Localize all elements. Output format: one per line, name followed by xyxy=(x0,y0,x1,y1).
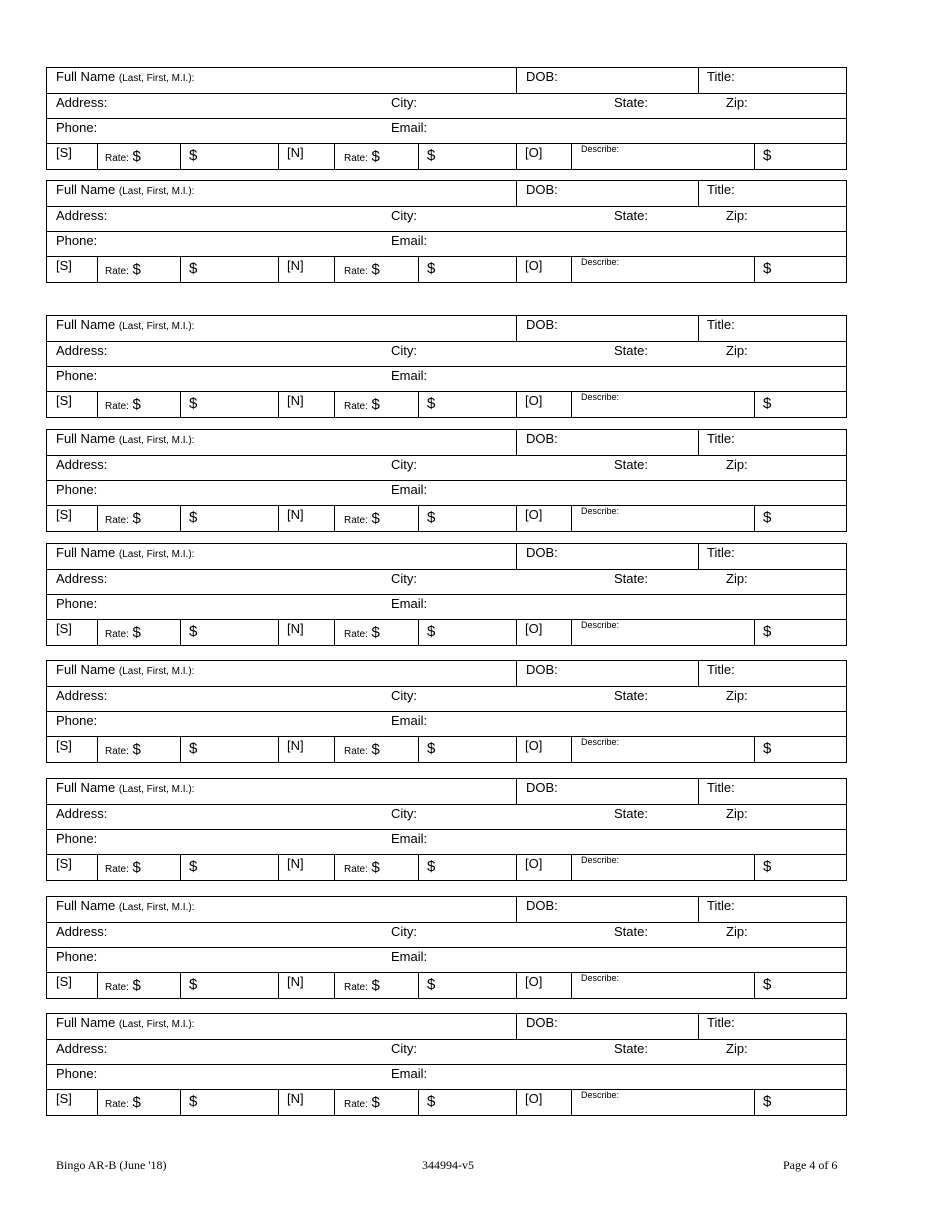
zip-label: Zip: xyxy=(726,1041,748,1056)
title-label: Title: xyxy=(707,69,735,84)
phone-row xyxy=(47,118,846,144)
o-label: [O] xyxy=(525,1091,543,1106)
name-row xyxy=(47,316,846,341)
address-label: Address: xyxy=(56,924,108,939)
zip-label: Zip: xyxy=(726,924,748,939)
s-label: [S] xyxy=(56,738,72,753)
member-entry-block xyxy=(46,180,847,283)
full-name-label: Full Name (Last, First, M.I.): xyxy=(56,182,195,197)
name-row xyxy=(47,1014,846,1039)
phone-row xyxy=(47,829,846,855)
phone-row xyxy=(47,231,846,257)
n-label: [N] xyxy=(287,507,304,522)
address-row xyxy=(47,206,846,232)
rate-s-label: Rate: $ xyxy=(105,510,141,527)
email-label: Email: xyxy=(391,482,428,497)
member-entry-block xyxy=(46,778,847,881)
phone-label: Phone: xyxy=(56,233,98,248)
address-label: Address: xyxy=(56,806,108,821)
name-row xyxy=(47,544,846,569)
rate-n-label: Rate: $ xyxy=(344,1094,380,1111)
address-label: Address: xyxy=(56,457,108,472)
phone-row xyxy=(47,947,846,973)
title-label: Title: xyxy=(707,898,735,913)
footer-doc-number: 344994-v5 xyxy=(422,1158,474,1172)
n-amount-dollar: $ xyxy=(427,976,436,993)
o-label: [O] xyxy=(525,974,543,989)
address-label: Address: xyxy=(56,208,108,223)
title-label: Title: xyxy=(707,1015,735,1030)
full-name-label: Full Name (Last, First, M.I.): xyxy=(56,545,195,560)
state-label: State: xyxy=(614,924,648,939)
zip-label: Zip: xyxy=(726,688,748,703)
city-label: City: xyxy=(391,208,417,223)
email-label: Email: xyxy=(391,713,428,728)
describe-label: Describe: xyxy=(581,737,620,747)
n-amount-dollar: $ xyxy=(427,260,436,277)
phone-row xyxy=(47,480,846,506)
s-label: [S] xyxy=(56,507,72,522)
phone-label: Phone: xyxy=(56,482,98,497)
s-amount-dollar: $ xyxy=(189,509,198,526)
state-label: State: xyxy=(614,208,648,223)
n-amount-dollar: $ xyxy=(427,395,436,412)
describe-label: Describe: xyxy=(581,620,620,630)
s-amount-dollar: $ xyxy=(189,976,198,993)
city-label: City: xyxy=(391,95,417,110)
rate-row xyxy=(47,143,846,170)
address-row xyxy=(47,455,846,481)
s-amount-dollar: $ xyxy=(189,623,198,640)
phone-label: Phone: xyxy=(56,120,98,135)
title-label: Title: xyxy=(707,545,735,560)
name-row xyxy=(47,897,846,922)
describe-label: Describe: xyxy=(581,506,620,516)
phone-label: Phone: xyxy=(56,713,98,728)
name-row xyxy=(47,661,846,686)
o-label: [O] xyxy=(525,856,543,871)
state-label: State: xyxy=(614,95,648,110)
dob-label: DOB: xyxy=(526,545,558,560)
address-label: Address: xyxy=(56,95,108,110)
email-label: Email: xyxy=(391,596,428,611)
city-label: City: xyxy=(391,688,417,703)
describe-label: Describe: xyxy=(581,144,620,154)
rate-n-label: Rate: $ xyxy=(344,624,380,641)
city-label: City: xyxy=(391,343,417,358)
address-label: Address: xyxy=(56,1041,108,1056)
state-label: State: xyxy=(614,1041,648,1056)
rate-row xyxy=(47,972,846,999)
full-name-label: Full Name (Last, First, M.I.): xyxy=(56,431,195,446)
rate-row xyxy=(47,256,846,283)
n-label: [N] xyxy=(287,1091,304,1106)
o-amount-dollar: $ xyxy=(763,1093,772,1110)
describe-label: Describe: xyxy=(581,257,620,267)
s-amount-dollar: $ xyxy=(189,147,198,164)
city-label: City: xyxy=(391,924,417,939)
describe-label: Describe: xyxy=(581,1090,620,1100)
o-label: [O] xyxy=(525,507,543,522)
address-row xyxy=(47,1039,846,1065)
state-label: State: xyxy=(614,343,648,358)
city-label: City: xyxy=(391,571,417,586)
dob-label: DOB: xyxy=(526,662,558,677)
s-amount-dollar: $ xyxy=(189,858,198,875)
full-name-label: Full Name (Last, First, M.I.): xyxy=(56,317,195,332)
n-label: [N] xyxy=(287,258,304,273)
describe-label: Describe: xyxy=(581,855,620,865)
city-label: City: xyxy=(391,1041,417,1056)
dob-label: DOB: xyxy=(526,1015,558,1030)
phone-row xyxy=(47,711,846,737)
email-label: Email: xyxy=(391,1066,428,1081)
state-label: State: xyxy=(614,457,648,472)
member-entry-block xyxy=(46,429,847,532)
dob-label: DOB: xyxy=(526,780,558,795)
footer-page-number: Page 4 of 6 xyxy=(783,1158,838,1172)
full-name-label: Full Name (Last, First, M.I.): xyxy=(56,662,195,677)
email-label: Email: xyxy=(391,831,428,846)
rate-n-label: Rate: $ xyxy=(344,859,380,876)
email-label: Email: xyxy=(391,368,428,383)
rate-row xyxy=(47,391,846,418)
n-amount-dollar: $ xyxy=(427,858,436,875)
rate-s-label: Rate: $ xyxy=(105,741,141,758)
address-row xyxy=(47,804,846,830)
n-amount-dollar: $ xyxy=(427,740,436,757)
email-label: Email: xyxy=(391,233,428,248)
state-label: State: xyxy=(614,571,648,586)
n-label: [N] xyxy=(287,621,304,636)
rate-n-label: Rate: $ xyxy=(344,148,380,165)
dob-label: DOB: xyxy=(526,431,558,446)
s-label: [S] xyxy=(56,974,72,989)
address-row xyxy=(47,686,846,712)
describe-label: Describe: xyxy=(581,973,620,983)
o-amount-dollar: $ xyxy=(763,623,772,640)
o-label: [O] xyxy=(525,393,543,408)
rate-s-label: Rate: $ xyxy=(105,148,141,165)
phone-row xyxy=(47,594,846,620)
full-name-label: Full Name (Last, First, M.I.): xyxy=(56,1015,195,1030)
full-name-label: Full Name (Last, First, M.I.): xyxy=(56,898,195,913)
name-row xyxy=(47,430,846,455)
o-amount-dollar: $ xyxy=(763,976,772,993)
address-row xyxy=(47,922,846,948)
title-label: Title: xyxy=(707,431,735,446)
address-label: Address: xyxy=(56,688,108,703)
name-row xyxy=(47,68,846,93)
state-label: State: xyxy=(614,806,648,821)
address-label: Address: xyxy=(56,343,108,358)
o-label: [O] xyxy=(525,145,543,160)
footer-form-id: Bingo AR-B (June '18) xyxy=(56,1158,167,1172)
o-amount-dollar: $ xyxy=(763,147,772,164)
rate-n-label: Rate: $ xyxy=(344,977,380,994)
s-amount-dollar: $ xyxy=(189,1093,198,1110)
state-label: State: xyxy=(614,688,648,703)
dob-label: DOB: xyxy=(526,898,558,913)
o-amount-dollar: $ xyxy=(763,858,772,875)
rate-s-label: Rate: $ xyxy=(105,1094,141,1111)
n-amount-dollar: $ xyxy=(427,623,436,640)
n-label: [N] xyxy=(287,738,304,753)
phone-row xyxy=(47,366,846,392)
dob-label: DOB: xyxy=(526,182,558,197)
rate-n-label: Rate: $ xyxy=(344,741,380,758)
title-label: Title: xyxy=(707,780,735,795)
phone-label: Phone: xyxy=(56,596,98,611)
email-label: Email: xyxy=(391,949,428,964)
s-amount-dollar: $ xyxy=(189,395,198,412)
o-label: [O] xyxy=(525,738,543,753)
zip-label: Zip: xyxy=(726,457,748,472)
n-label: [N] xyxy=(287,145,304,160)
title-label: Title: xyxy=(707,317,735,332)
full-name-label: Full Name (Last, First, M.I.): xyxy=(56,69,195,84)
n-label: [N] xyxy=(287,974,304,989)
o-amount-dollar: $ xyxy=(763,395,772,412)
member-entry-block xyxy=(46,1013,847,1116)
o-label: [O] xyxy=(525,621,543,636)
s-label: [S] xyxy=(56,1091,72,1106)
dob-label: DOB: xyxy=(526,317,558,332)
n-amount-dollar: $ xyxy=(427,1093,436,1110)
rate-s-label: Rate: $ xyxy=(105,261,141,278)
rate-s-label: Rate: $ xyxy=(105,859,141,876)
n-label: [N] xyxy=(287,856,304,871)
o-amount-dollar: $ xyxy=(763,740,772,757)
zip-label: Zip: xyxy=(726,343,748,358)
zip-label: Zip: xyxy=(726,95,748,110)
s-label: [S] xyxy=(56,145,72,160)
s-amount-dollar: $ xyxy=(189,740,198,757)
o-label: [O] xyxy=(525,258,543,273)
title-label: Title: xyxy=(707,182,735,197)
s-label: [S] xyxy=(56,258,72,273)
name-row xyxy=(47,779,846,804)
address-row xyxy=(47,569,846,595)
rate-n-label: Rate: $ xyxy=(344,396,380,413)
rate-row xyxy=(47,736,846,763)
address-row xyxy=(47,93,846,119)
rate-s-label: Rate: $ xyxy=(105,624,141,641)
email-label: Email: xyxy=(391,120,428,135)
rate-s-label: Rate: $ xyxy=(105,977,141,994)
rate-s-label: Rate: $ xyxy=(105,396,141,413)
member-entry-block xyxy=(46,660,847,763)
rate-row xyxy=(47,619,846,646)
phone-label: Phone: xyxy=(56,368,98,383)
phone-label: Phone: xyxy=(56,949,98,964)
title-label: Title: xyxy=(707,662,735,677)
member-entry-block xyxy=(46,315,847,418)
n-amount-dollar: $ xyxy=(427,147,436,164)
phone-row xyxy=(47,1064,846,1090)
o-amount-dollar: $ xyxy=(763,509,772,526)
rate-n-label: Rate: $ xyxy=(344,510,380,527)
address-label: Address: xyxy=(56,571,108,586)
phone-label: Phone: xyxy=(56,1066,98,1081)
name-row xyxy=(47,181,846,206)
zip-label: Zip: xyxy=(726,208,748,223)
member-entry-block xyxy=(46,67,847,170)
rate-n-label: Rate: $ xyxy=(344,261,380,278)
n-amount-dollar: $ xyxy=(427,509,436,526)
member-entry-block xyxy=(46,896,847,999)
rate-row xyxy=(47,1089,846,1116)
n-label: [N] xyxy=(287,393,304,408)
address-row xyxy=(47,341,846,367)
full-name-label: Full Name (Last, First, M.I.): xyxy=(56,780,195,795)
s-label: [S] xyxy=(56,393,72,408)
s-label: [S] xyxy=(56,856,72,871)
zip-label: Zip: xyxy=(726,571,748,586)
o-amount-dollar: $ xyxy=(763,260,772,277)
s-label: [S] xyxy=(56,621,72,636)
city-label: City: xyxy=(391,457,417,472)
city-label: City: xyxy=(391,806,417,821)
member-entry-block xyxy=(46,543,847,646)
rate-row xyxy=(47,854,846,881)
zip-label: Zip: xyxy=(726,806,748,821)
s-amount-dollar: $ xyxy=(189,260,198,277)
describe-label: Describe: xyxy=(581,392,620,402)
dob-label: DOB: xyxy=(526,69,558,84)
phone-label: Phone: xyxy=(56,831,98,846)
rate-row xyxy=(47,505,846,532)
